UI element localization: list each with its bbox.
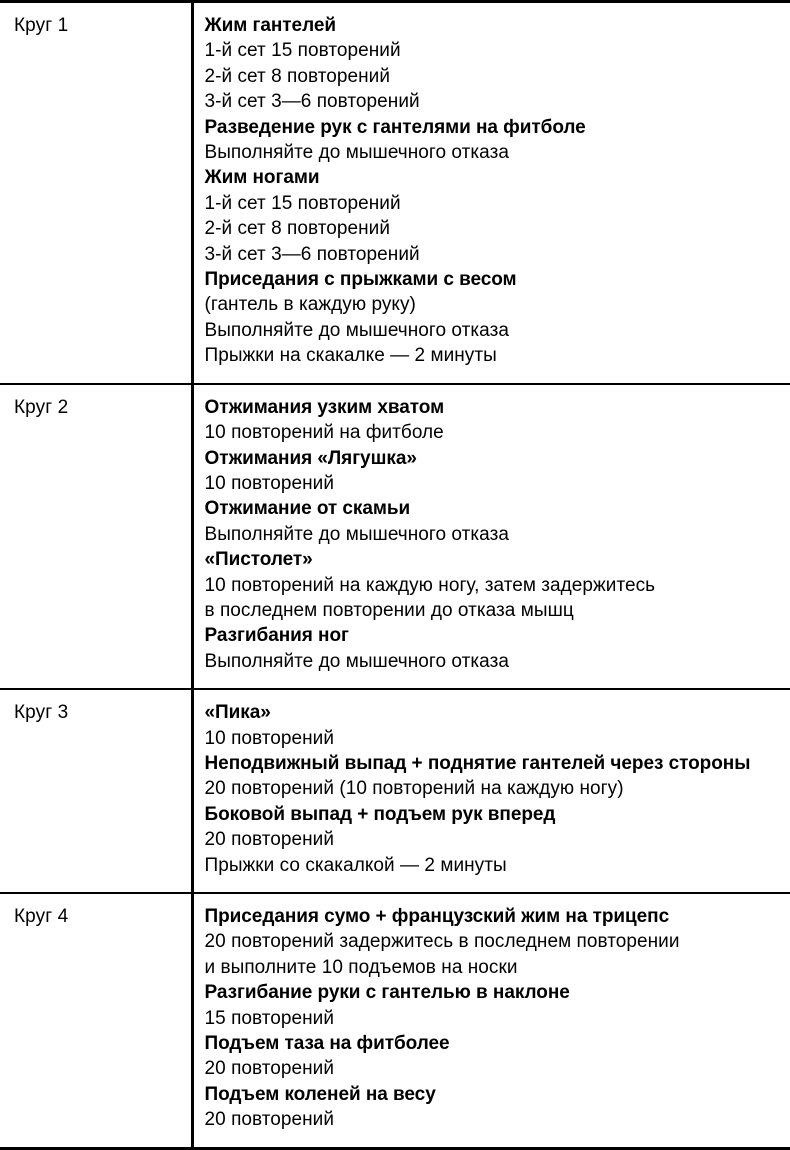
exercise-detail: 2-й сет 8 повторений [204, 218, 390, 240]
table-row [0, 689, 790, 893]
exercise-detail: 10 повторений [204, 472, 335, 494]
exercise-name: Разведение рук с гантелями на фитболе [204, 116, 586, 138]
exercise-name: Подъем коленей на весу [204, 1083, 436, 1105]
workout-table-body [0, 2, 790, 1149]
exercise-block [205, 1031, 781, 1082]
exercise-name: Отжимания «Лягушка» [204, 447, 417, 469]
exercise-name: Приседания с прыжками с весом [204, 269, 517, 291]
exercise-block [205, 13, 781, 115]
exercise-block [205, 165, 781, 267]
exercise-block [205, 1082, 781, 1133]
exercise-detail: 10 повторений на каждую ногу, затем задержитесь [204, 574, 656, 596]
exercise-name: Боковой выпад + подъем рук вперед [204, 803, 556, 825]
round-cell [0, 384, 192, 689]
exercise-block [205, 547, 781, 623]
exercise-detail: 3-й сет 3—6 повторений [204, 243, 420, 265]
exercise-name: Приседания сумо + французский жим на трицепс [204, 906, 670, 927]
table-row [0, 893, 790, 1148]
exercise-name: Неподвижный выпад + поднятие гантелей через стороны [204, 752, 751, 774]
exercises-cell [192, 893, 790, 1148]
exercise-detail: Выполняйте до мышечного отказа [204, 650, 509, 672]
exercise-detail: 1-й сет 15 повторений [204, 192, 401, 214]
exercise-name: «Пика» [204, 702, 271, 724]
exercise-block [205, 802, 781, 878]
exercise-name: Жим гантелей [204, 15, 336, 36]
exercise-block [205, 751, 781, 802]
round-cell [0, 689, 192, 893]
exercise-detail: 1-й сет 15 повторений [204, 40, 401, 62]
exercise-detail: 20 повторений задержитесь в последнем повторении [204, 931, 680, 953]
exercise-name: Разгибания ног [204, 625, 349, 647]
exercise-detail: 10 повторений на фитболе [204, 422, 444, 444]
exercise-block [205, 623, 781, 674]
exercises-cell [192, 384, 790, 689]
exercise-detail: 2-й сет 8 повторений [204, 65, 390, 87]
exercise-detail: Прыжки на скакалке — 2 минуты [204, 345, 497, 367]
exercise-block [205, 980, 781, 1031]
round-label: Круг 4 [14, 906, 69, 927]
exercise-detail: Выполняйте до мышечного отказа [204, 523, 509, 545]
exercise-block [205, 115, 781, 166]
exercise-detail: Прыжки со скакалкой — 2 минуты [204, 854, 507, 876]
exercise-detail: 20 повторений [204, 829, 335, 851]
round-cell [0, 893, 192, 1148]
exercise-detail: (гантель в каждую руку) [204, 294, 416, 316]
exercise-detail: 20 повторений (10 повторений на каждую ногу) [204, 778, 624, 800]
round-cell [0, 2, 192, 384]
exercise-block [205, 700, 781, 751]
exercise-detail: в последнем повторении до отказа мышц [204, 599, 574, 621]
exercise-block [205, 395, 781, 446]
exercise-name: Разгибание руки с гантелью в наклоне [204, 982, 570, 1004]
exercise-name: «Пистолет» [204, 549, 313, 571]
exercise-name: Отжимания узким хватом [204, 396, 445, 418]
exercise-name: Отжимание от скамьи [204, 498, 411, 520]
exercise-block [205, 904, 781, 980]
exercises-cell [192, 689, 790, 893]
exercise-block [205, 446, 781, 497]
exercise-detail: Выполняйте до мышечного отказа [204, 142, 509, 164]
exercise-detail: 20 повторений [204, 1058, 335, 1080]
exercise-block [205, 267, 781, 369]
exercise-detail: 10 повторений [204, 727, 335, 749]
exercise-detail: 3-й сет 3—6 повторений [204, 91, 420, 113]
exercise-detail: 20 повторений [204, 1109, 335, 1131]
round-label: Круг 1 [14, 15, 69, 36]
exercise-name: Подъем таза на фитболее [204, 1033, 450, 1055]
exercise-block [205, 496, 781, 547]
round-label: Круг 2 [14, 396, 69, 418]
exercises-cell [192, 2, 790, 384]
exercise-detail: и выполните 10 подъемов на носки [204, 956, 518, 978]
round-label: Круг 3 [14, 702, 69, 724]
exercise-detail: Выполняйте до мышечного отказа [204, 319, 509, 341]
exercise-name: Жим ногами [204, 167, 320, 189]
exercise-detail: 15 повторений [204, 1007, 335, 1029]
table-row [0, 2, 790, 384]
table-row [0, 384, 790, 689]
